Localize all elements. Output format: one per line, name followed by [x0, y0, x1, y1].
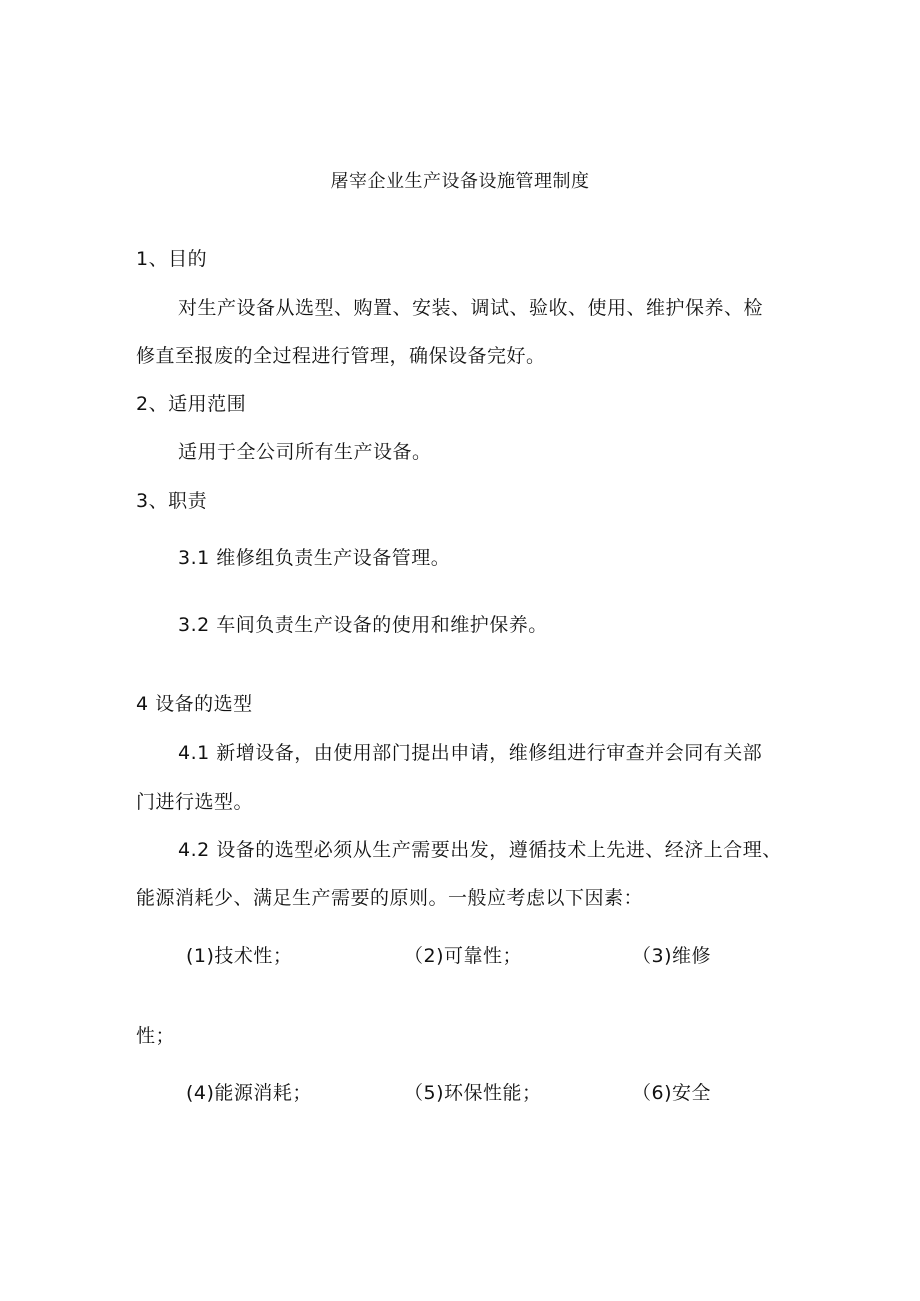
factor-technical: (1)技术性；: [186, 945, 293, 967]
section-4-item-2-line-1: 4.2 设备的选型必须从生产需要出发，遵循技术上先进、经济上合理、: [178, 839, 782, 861]
section-4-heading: 4 设备的选型: [136, 693, 253, 715]
section-3-item-1: 3.1 维修组负责生产设备管理。: [178, 547, 451, 569]
section-1-paragraph-line-2: 修直至报废的全过程进行管理，确保设备完好。: [136, 345, 546, 367]
section-2-paragraph: 适用于全公司所有生产设备。: [178, 441, 432, 463]
factor-reliability: （2)可靠性；: [404, 945, 523, 967]
section-4-item-1-line-2: 门进行选型。: [136, 791, 254, 813]
document-title: 屠宰企业生产设备设施管理制度: [330, 171, 590, 192]
section-1-heading: 1、目的: [136, 248, 208, 270]
section-1-paragraph-line-1: 对生产设备从选型、购置、安装、调试、验收、使用、维护保养、检: [178, 297, 764, 319]
factor-maintainability-wrap: 性；: [136, 1025, 176, 1047]
factor-safety: （6)安全: [632, 1082, 712, 1104]
factor-environmental: （5)环保性能；: [404, 1082, 542, 1104]
section-3-item-2: 3.2 车间负责生产设备的使用和维护保养。: [178, 614, 548, 636]
factor-maintainability: （3)维修: [632, 945, 712, 967]
section-4-item-1-line-1: 4.1 新增设备，由使用部门提出申请，维修组进行审查并会同有关部: [178, 742, 763, 764]
section-4-item-2-line-2: 能源消耗少、满足生产需要的原则。一般应考虑以下因素：: [136, 887, 644, 909]
section-3-heading: 3、职责: [136, 490, 208, 512]
factor-energy-consumption: (4)能源消耗；: [186, 1082, 312, 1104]
section-2-heading: 2、适用范围: [136, 393, 247, 415]
